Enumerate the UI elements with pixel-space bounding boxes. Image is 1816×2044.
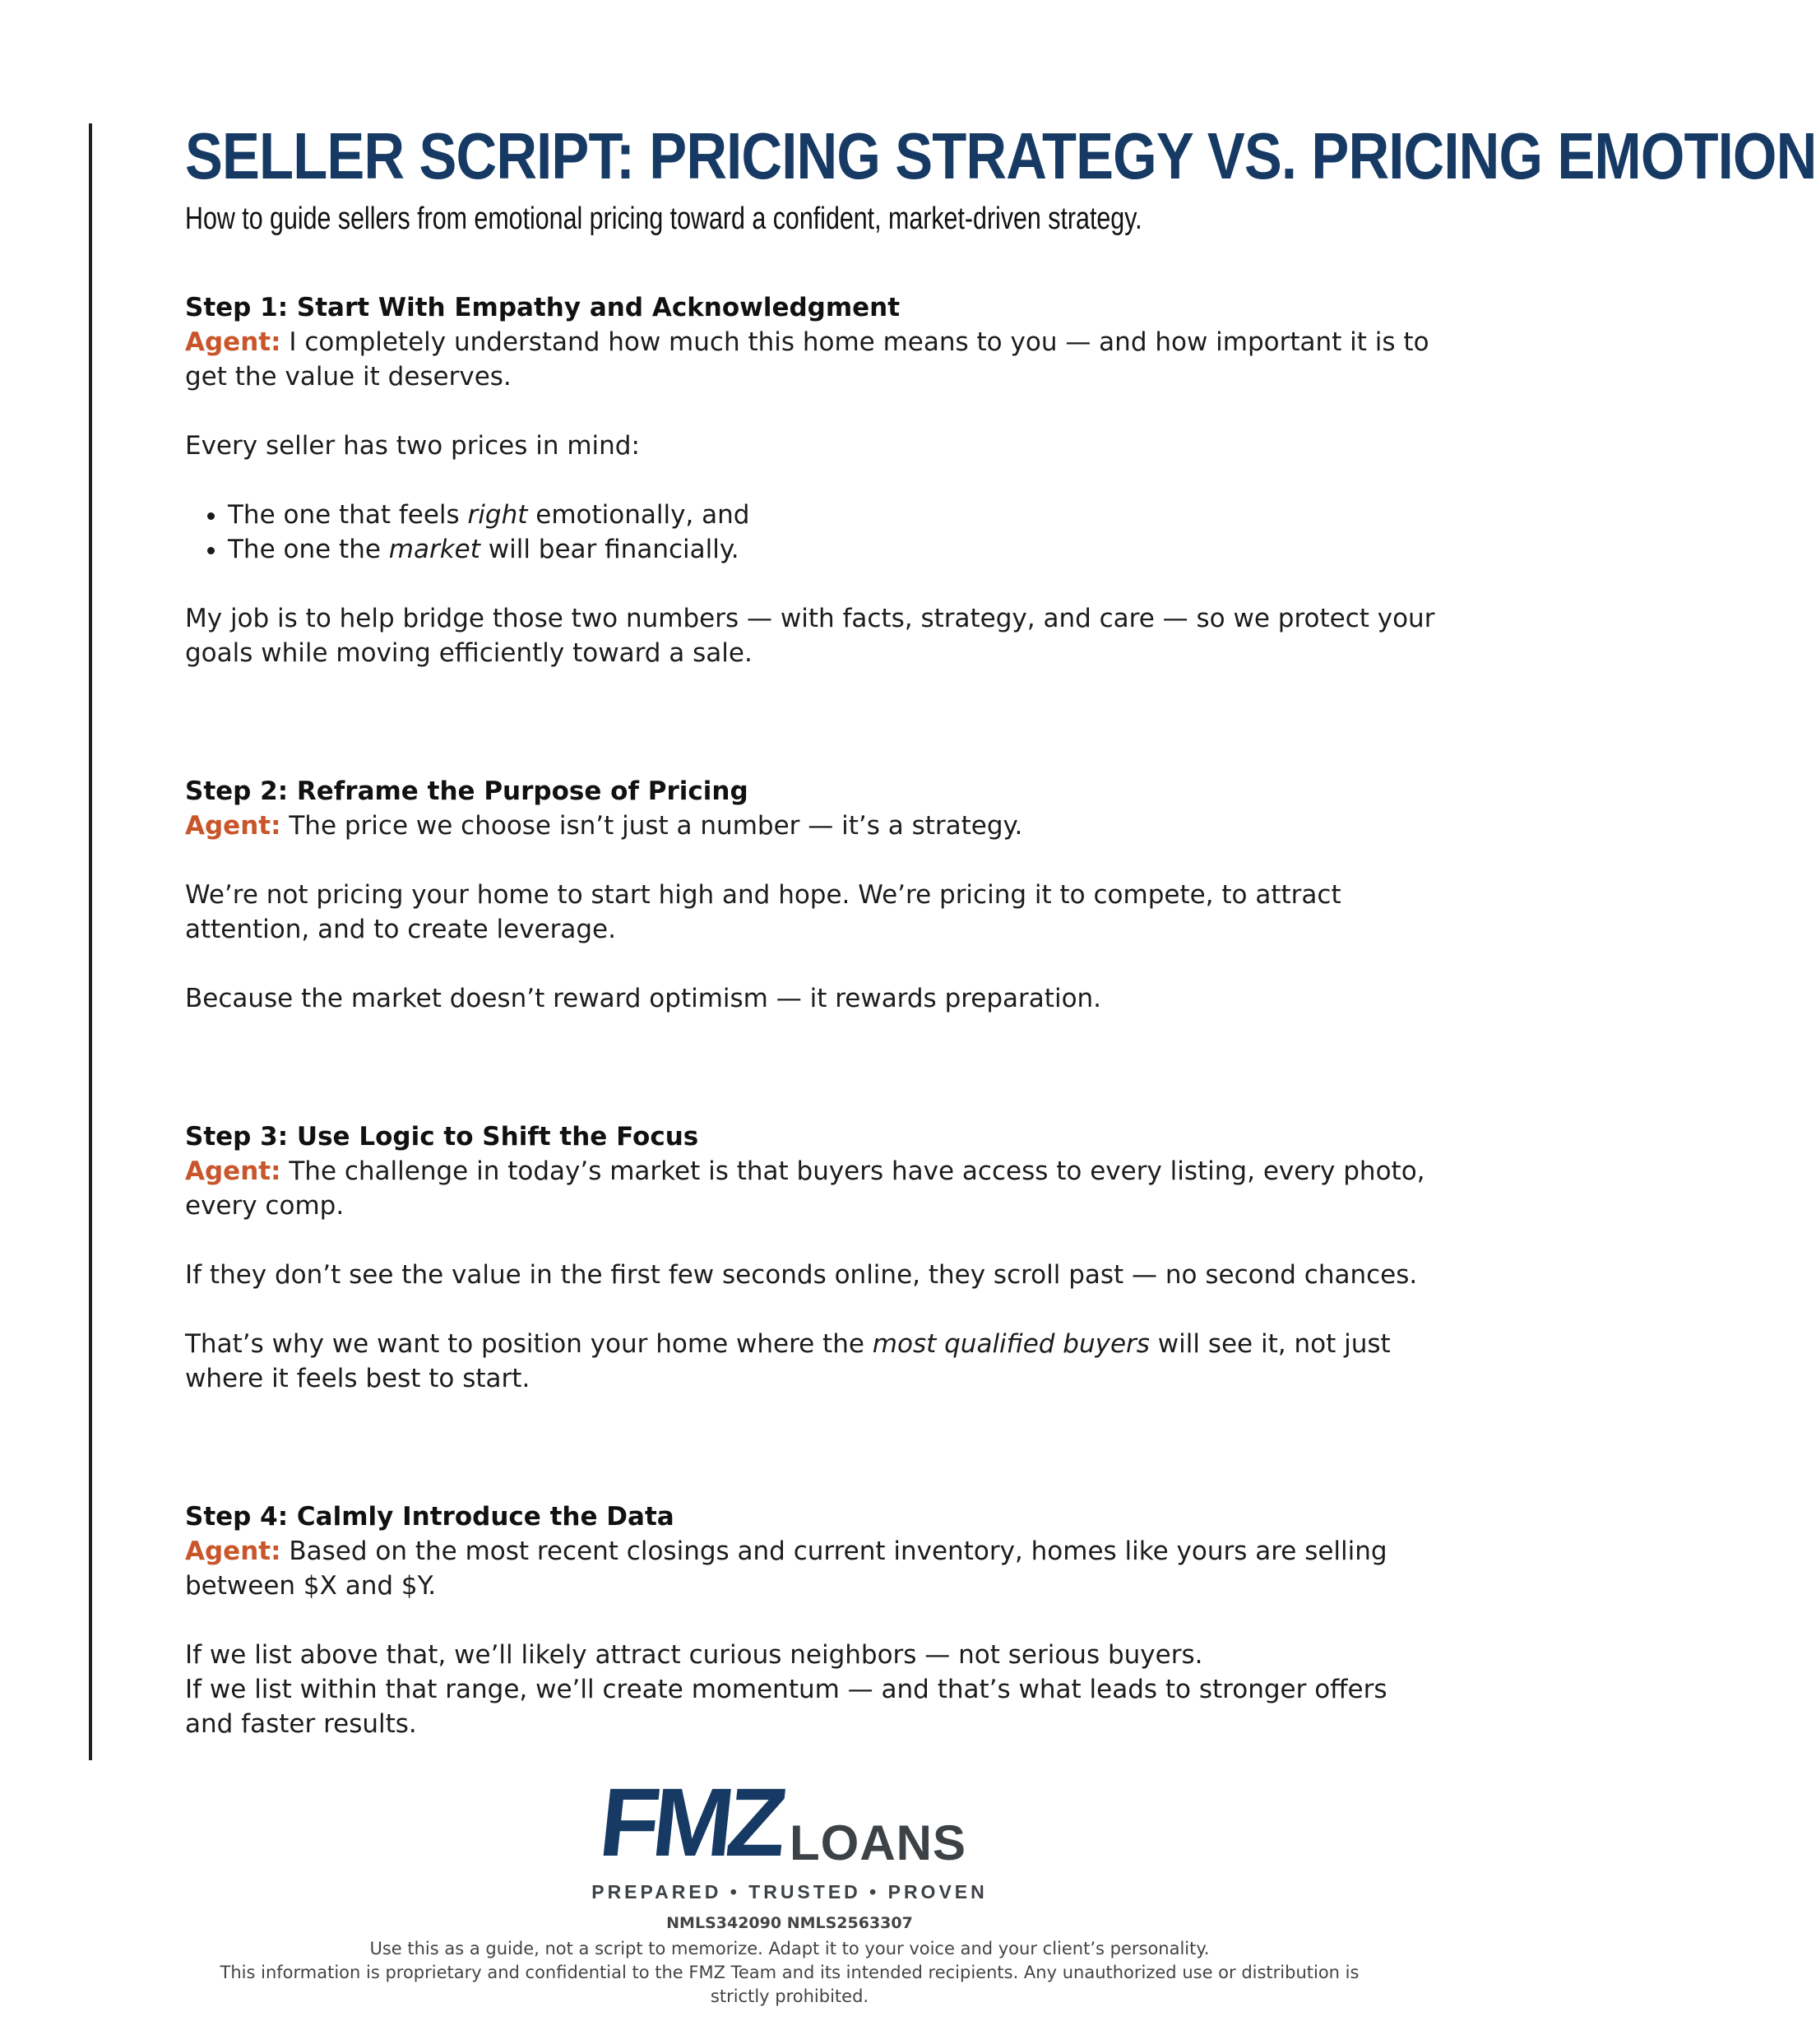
step-4-paragraph-2: If we list within that range, we’ll create momentum — and that’s what leads to stronger offers and faster results. (185, 1675, 1387, 1739)
step-4-agent-line (185, 1534, 1435, 1603)
step-3-agent-text: The challenge in today’s market is that buyers have access to every listing, every photo, every comp. (185, 1156, 1425, 1221)
step-2-agent-text: The price we choose isn’t just a number — it’s a strategy. (289, 811, 1023, 841)
page-title: SELLER SCRIPT: PRICING STRATEGY VS. PRICING EMOTION (185, 119, 1816, 192)
step-1-agent-line (185, 325, 1435, 394)
disclaimer-line-1: Use this as a guide, not a script to memorize. Adapt it to your voice and your client’s personality. (369, 1939, 1210, 1958)
page-subtitle: How to guide sellers from emotional pricing toward a confident, market-driven strategy. (185, 202, 1142, 236)
page-footer (0, 1768, 1579, 2009)
disclaimer (214, 1937, 1365, 2009)
step-4-heading: Step 4: Calmly Introduce the Data (185, 1502, 674, 1532)
document-body (185, 115, 1816, 1741)
fmz-loans-logo (595, 1768, 979, 1879)
step-1-heading: Step 1: Start With Empathy and Acknowledgment (185, 293, 901, 322)
nmls-numbers: NMLS342090 NMLS2563307 (666, 1914, 913, 1932)
step-1-agent-text: I completely understand how much this home means to you — and how important it is to get the value it deserves. (185, 327, 1429, 392)
step-3 (185, 1119, 1435, 1396)
step-2-agent-line (185, 809, 1435, 843)
agent-label: Agent: (185, 1156, 281, 1186)
step-2-heading: Step 2: Reframe the Purpose of Pricing (185, 776, 748, 806)
left-margin-rule (89, 123, 92, 1760)
list-item: • The one that feels right emotionally, and (228, 498, 1435, 532)
step-1 (185, 290, 1435, 670)
step-2 (185, 774, 1435, 1016)
logo-tagline: PREPARED • TRUSTED • PROVEN (591, 1881, 988, 1903)
step-4 (185, 1499, 1435, 1741)
step-1-bullet-list (185, 498, 1435, 567)
step-2-paragraph-2: Because the market doesn’t reward optimism — it rewards preparation. (185, 984, 1102, 1013)
step-3-heading: Step 3: Use Logic to Shift the Focus (185, 1122, 699, 1152)
agent-label: Agent: (185, 327, 281, 357)
logo-fmz-text: FMZ (595, 1768, 786, 1877)
step-2-paragraph-1: We’re not pricing your home to start high and hope. We’re pricing it to compete, to attract attention, and to create leverage. (185, 880, 1341, 944)
step-3-paragraph-1: If they don’t see the value in the first few seconds online, they scroll past — no second chances. (185, 1260, 1418, 1290)
step-3-agent-line (185, 1154, 1435, 1223)
step-1-paragraph-1: Every seller has two prices in mind: (185, 431, 640, 461)
step-4-paragraph-1: If we list above that, we’ll likely attract curious neighbors — not serious buyers. (185, 1640, 1203, 1670)
agent-label: Agent: (185, 811, 281, 841)
logo-loans-text: LOANS (790, 1815, 966, 1870)
step-4-agent-text: Based on the most recent closings and current inventory, homes like yours are selling between $X and $Y. (185, 1536, 1387, 1601)
step-3-paragraph-2: That’s why we want to position your home where the most qualified buyers will see it, not just where it feels best to start. (185, 1329, 1391, 1393)
disclaimer-line-2: This information is proprietary and confidential to the FMZ Team and its intended recipients. Any unauthorized use or distribution is strictly prohibited. (220, 1963, 1360, 2006)
list-item: • The one the market will bear financially. (228, 532, 1435, 567)
agent-label: Agent: (185, 1536, 281, 1566)
step-1-paragraph-2: My job is to help bridge those two numbers — with facts, strategy, and care — so we protect your goals while moving efficiently toward a sale. (185, 604, 1435, 668)
